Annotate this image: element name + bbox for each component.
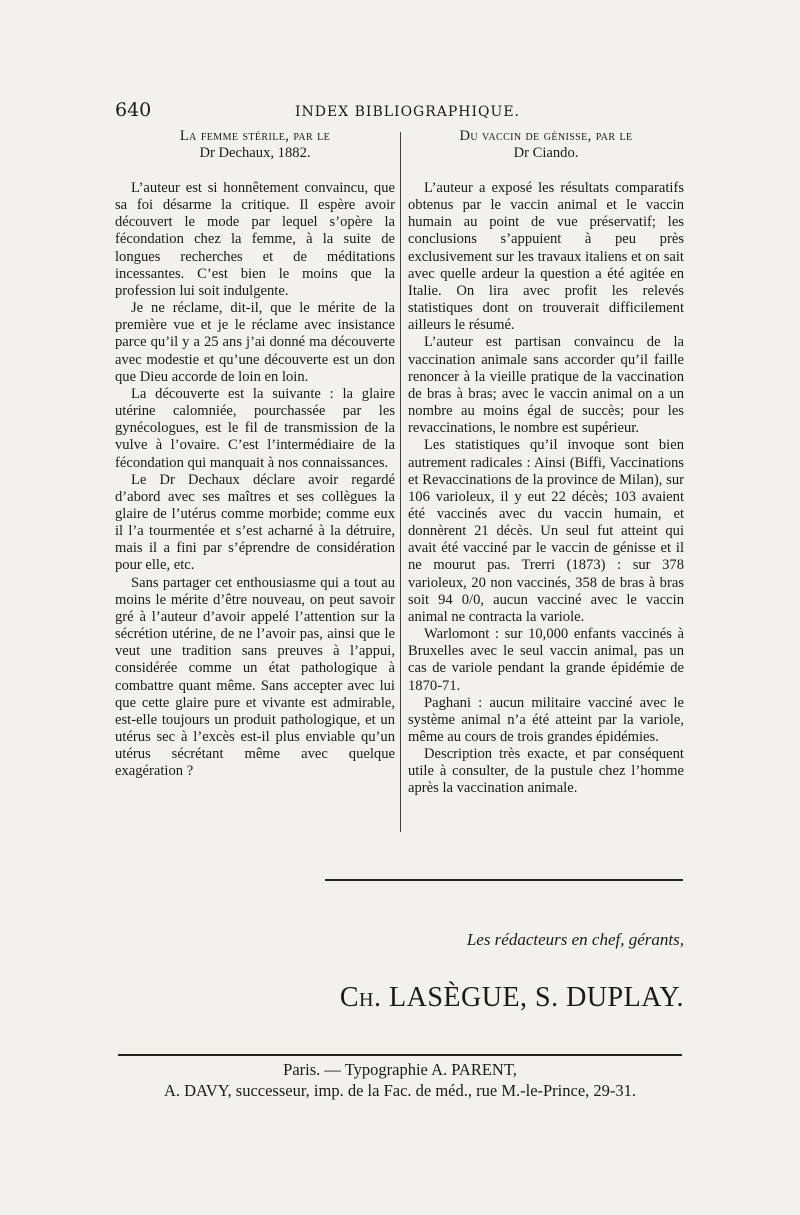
column-divider [400, 132, 401, 832]
right-article-title-line2: Dr Ciando. [513, 145, 579, 161]
running-title: INDEX BIBLIOGRAPHIQUE. [295, 104, 520, 120]
left-article-title [115, 128, 395, 162]
page-number: 640 [115, 99, 152, 121]
editors-names [260, 982, 684, 1014]
right-paragraph: Les statistiques qu’il invoque sont bien autrement radicales : Ainsi (Biffi, Vaccinations et Revaccinations de la province de Milan), sur 106 varioleux, il y eut 22 décès; 103 avaient été vaccinés avec du vaccin humain, et donnèrent 21 décès. Un seul fut atteint qui avait été vacciné par le vaccin de génisse et il ne mourut pas. Trerri (1873) : sur 378 varioleux, 20 non vaccinés, 358 de bras à bras soit 94 0/0, aucun vacciné avec le vaccin animal ne contracta la variole. [408, 437, 684, 625]
right-paragraph: L’auteur est partisan convaincu de la vaccination animale sans accorder qu’il faille renoncer à la vieille pratique de la vaccination de bras à bras; avec le vaccin animal on a un nombre au moins égal de succès; pour les revaccinations, le nombre est supérieur. [408, 334, 684, 437]
right-paragraph: L’auteur a exposé les résultats comparatifs obtenus par le vaccin animal et le vaccin humain au point de vue préservatif; les conclusions s’appuient à peu près exclusivement sur les travaux italiens et on sait avec quelle ardeur la question a été agitée en Italie. On lira avec profit les relevés statistiques dont on trouverait difficilement ailleurs le résumé. [408, 180, 684, 334]
left-paragraph: La découverte est la suivante : la glaire utérine calomniée, pourchassée par les gynécologues, est le fil de transmission de la vulve à l’ovaire. C’est l’intermédiaire de la fécondation qui manquait à nos connaissances. [115, 385, 395, 471]
right-column [408, 128, 684, 798]
right-paragraph: Description très exacte, et par conséquent utile à consulter, de la pustule chez l’homme après la vaccination animale. [408, 746, 684, 797]
editors-note: Les rédacteurs en chef, gérants, [466, 930, 684, 949]
right-paragraph: Paghani : aucun militaire vacciné avec le système animal n’a été atteint par la variole, même au cours de trois grandes épidémies. [408, 694, 684, 745]
right-article-title [408, 128, 684, 162]
section-rule [325, 879, 683, 881]
imprint-line: Paris. — Typographie A. PARENT, [283, 1060, 517, 1079]
editors-names-initial: Ch. [339, 982, 382, 1013]
left-article-title-line2: Dr Dechaux, 1882. [199, 145, 311, 161]
imprint-line: A. DAVY, successeur, imp. de la Fac. de méd., rue M.-le-Prince, 29-31. [163, 1081, 637, 1100]
page-header [115, 99, 685, 121]
left-paragraph: Sans partager cet enthousiasme qui a tout au moins le mérite d’être nouveau, on peut savoir gré à l’auteur d’avoir appelé l’attention sur la sécrétion utérine, de ne l’avoir pas, ainsi que le veut une tradition sans preuves à l’appui, considérée comme un état pathologique à combattre quant même. Sans accepter avec lui que cette glaire pure et vivante est admirable, est-elle toujours un produit pathologique, et un utérus sec à l’excès est-il plus enviable qu’un utérus sécrétant même avec quelque exagération ? [115, 574, 395, 780]
left-article-title-line1: La femme stérile, par le [179, 128, 331, 144]
editors-names-text: LASÈGUE, S. DUPLAY. [389, 982, 684, 1013]
right-paragraph: Warlomont : sur 10,000 enfants vaccinés à Bruxelles avec le seul vaccin animal, pas un cas de variole pendant la grande épidémie de 1870-71. [408, 626, 684, 694]
left-column [115, 128, 395, 780]
right-article-title-line1: Du vaccin de génisse, par le [459, 128, 633, 144]
left-paragraph: Le Dr Dechaux déclare avoir regardé d’abord avec ses maîtres et ses collègues la glaire de l’utérus comme morbide; comme eux il l’a tourmentée et s’est acharné à la détruire, mais il a fini par s’éprendre de considération pour elle, etc. [115, 471, 395, 574]
imprint-rule [118, 1054, 682, 1056]
left-paragraph: Je ne réclame, dit-il, que le mérite de la première vue et je le réclame avec insistance parce qu’il y a 25 ans j’ai donné ma découverte avec modestie et qu’une découverte est un don que Dieu accorde de loin en loin. [115, 300, 395, 385]
left-paragraph: L’auteur est si honnêtement convaincu, que sa foi désarme la critique. Il espère avoir découvert le mode par lequel s’opère la fécondation chez la femme, à la suite de longues recherches et de méditations incessantes. C’est bien le moins que la profession lui soit indulgente. [115, 180, 395, 299]
